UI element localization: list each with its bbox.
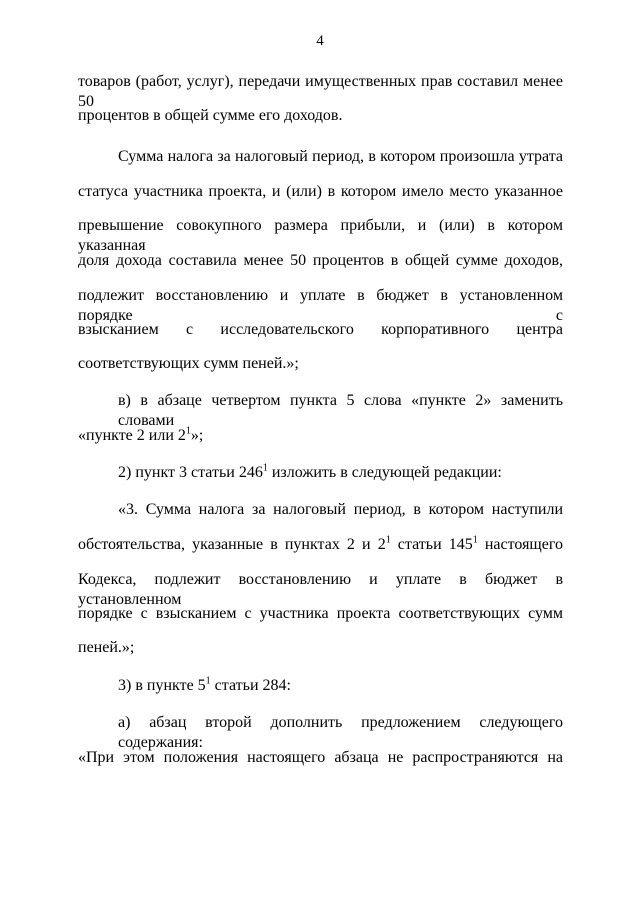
text-line: 2) пункт 3 статьи $246^1$ изложить в следующей редакции: [118,462,502,481]
text-line: взысканием с исследовательского корпоративного центра [78,321,563,338]
text-line: превышение совокупного размера прибыли, и (или) в котором указанная [78,217,563,254]
text-line: «При этом положения настоящего абзаца не распространяются на [78,749,563,766]
text-line: подлежит восстановлению и уплате в бюджет в установленном порядке с [78,287,563,324]
text-line: доля дохода составила менее 50 процентов в общей сумме доходов, [78,252,563,269]
text-line: статуса участника проекта, и (или) в котором имело место указанное [78,183,563,200]
text-line: Сумма налога за налоговый период, в котором произошла утрата [118,148,563,165]
text-line: соответствующих сумм пеней.»; [78,355,299,372]
text-line: пеней.»; [78,639,135,656]
text-line: 3) в пункте $5^1$ статьи 284: [118,675,291,694]
text-line: «пункте 2 или $2^1$»; [78,425,204,444]
text-line: порядке с взысканием с участника проекта соответствующих сумм [78,605,563,622]
text-line: процентов в общей сумме его доходов. [78,107,343,124]
text-line: обстоятельства, указанные в пунктах 2 и $2^1$ статьи $145^1$ настоящего [78,534,564,553]
page-number: 4 [316,33,324,49]
text-line: а) абзац второй дополнить предложением следующего содержания: [118,714,563,751]
text-line: Кодекса, подлежит восстановлению и уплате в бюджет в установленном [78,571,563,608]
text-line: «3. Сумма налога за налоговый период, в котором наступили [118,501,563,518]
text-line: товаров (работ, услуг), передачи имущественных прав составил менее 50 [78,73,563,110]
text-line: в) в абзаце четвертом пункта 5 слова «пункте 2» заменить словами [118,392,563,429]
